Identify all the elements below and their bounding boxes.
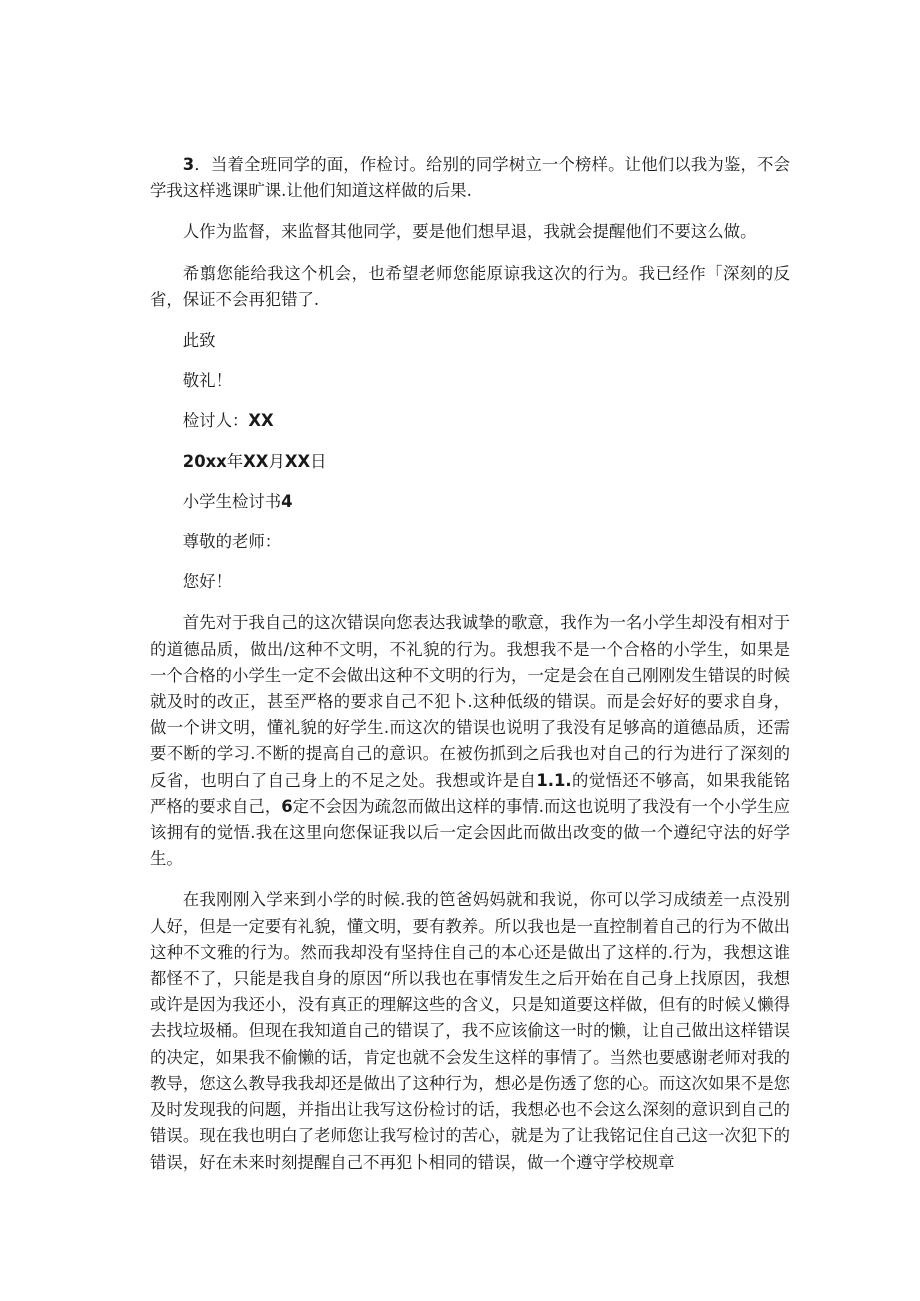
closing-line-2: 敬礼！: [182, 371, 232, 391]
date-year: 20xx: [182, 451, 227, 471]
item-3-text: ．当着全班同学的面，作检讨。给别的同学树立一个榜样。让他们以我为鉴，不会学我这样逃课旷课.让他们知道这样做的后果.: [150, 155, 790, 201]
heading-text: 小学生检讨书: [182, 491, 282, 511]
body1-bold-1: 1.1.: [536, 770, 572, 790]
heading-number: 4: [281, 491, 293, 511]
paragraph-hope: 希翦您能给我这个机会，也希望老师您能原谅我这次的行为。我已经作「深刻的反省，保证不会再犯错了.: [150, 263, 790, 309]
section-heading: [150, 489, 790, 515]
item-number: 3: [182, 155, 195, 174]
date-day-char: 日: [310, 451, 327, 471]
body-paragraph-2: 在我刚刚入学来到小学的时候.我的笆爸妈妈就和我说，你可以学习成绩差一点没别人好，但是一定要有礼貌，懂文明，要有教养。所以我也是一直控制着自己的行为不做出这种不文雅的行为。然而我却没有坚持住自己的本心还是做出了这样的.行为，我想这谁都怪不了，只能是我自身的原因“所以我也在事情发生之后开始在自己身上找原因，我想或许是因为我还小，没有真正的理解这些的含义，只是知道要这样做，但有的时候乂懒得去找垃圾桶。但现在我知道自己的错误了，我不应该偷这一时的懒，让自己做出这样错误的决定，如果我不偷懒的话，肯定也就不会发生这样的事情了。当然也要感谢老师对我的教导，您这么教导我我却还是做出了这种行为，想必是伤透了您的心。而这次如果不是您及时发现我的问题，并指出让我写这份检讨的话，我想必也不会这么深刻的意识到自己的错误。现在我也明白了老师您让我写检讨的苦心，就是为了让我铭记住自己这一次犯下的错误，好在未来时刻提醒自己不再犯卜相同的错误，做一个遵守学校规章: [150, 890, 790, 1172]
signer-label: 检讨人：: [182, 411, 249, 431]
paragraph-item-3: [150, 152, 790, 204]
body-paragraph-1: [150, 610, 790, 872]
body1-part-a: 首先对于我自己的这次错误向您表达我诚挚的歌意，我作为一名小学生却没有相对于的道德品质，做出/这种不文明，不礼貌的行为。我想我不是一个合格的小学生，如果是一个合格的小学生一定不会做出这种不文明的行为，一定是会在自己刚刚发生错误的时候就及时的改正，甚至严格的要求自己不犯卜.这种低级的错误。而是会好好的要求自身，做一个讲文明，懂礼貌的好学生.而这次的错误也说明了我没有足够高的道德品质，还需要不断的学习.不断的提高自己的意识。在被伤抓到之后我也对自己的行为进行了深刻的反省，也明白了自己身上的不足之处。我想或许是自: [150, 613, 790, 790]
date-month-char: 月: [268, 451, 285, 471]
date-month: XX: [243, 451, 269, 471]
date-year-char: 年: [226, 451, 244, 471]
body1-bold-2: 6: [281, 796, 293, 816]
document-page: [150, 152, 790, 1176]
closing-line-1: 此致: [182, 331, 216, 351]
signer-name: XX: [248, 411, 274, 431]
paragraph-supervision: 人作为监督，来监督其他同学，要是他们想早退，我就会提醒他们不要这么做。: [182, 222, 757, 242]
date-line: [150, 449, 790, 475]
signer-line: [150, 408, 790, 434]
greeting: 您好！: [182, 572, 232, 592]
date-day: XX: [284, 451, 311, 471]
body1-part-c: 的觉悟还不够高，如果我能铭严格的要求自己，: [150, 770, 791, 816]
salutation: 尊敬的老师：: [182, 532, 282, 552]
body1-part-e: 定不会因为疏忽而做出这样的事情.而这也说明了我没有一个小学生应该拥有的觉悟.我在这里向您保证我以后一定会因此而做出改变的做一个遵纪守法的好学生。: [150, 796, 790, 869]
